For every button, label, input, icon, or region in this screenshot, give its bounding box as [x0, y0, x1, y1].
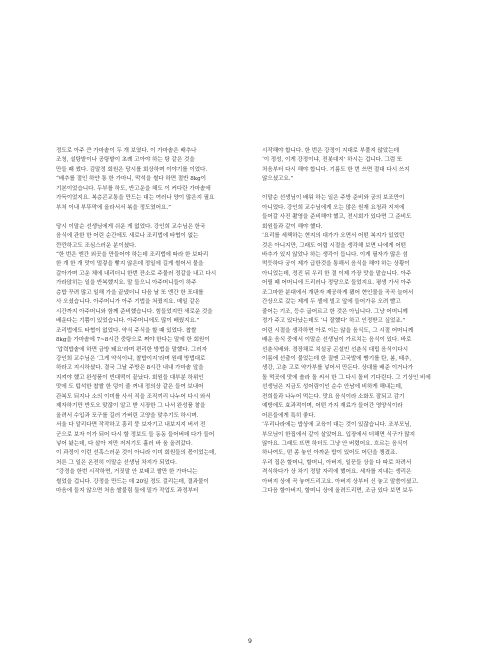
text-line: 바추가 있지 않았나 하는 생각이 듭니다. 이게 필자가 많은 섬	[262, 251, 408, 258]
text-line: ‘압력밥솥에 하면 금방 돼요’라며 편리한 방법을 말했다. 그러자	[56, 346, 208, 353]
text-line: 지켜야 했고 완성품이 빈대떡이 끝났다. 회원들 대부분 하위인	[56, 374, 204, 381]
text-line: 선생님은 지금도 성어림이인 순수 안남에 비하게 해내는데,	[262, 384, 403, 391]
text-line: 처음부터 다시 해야 합니다. 기름도 한 번 쓰면 절대 다시 쓰지	[262, 166, 410, 173]
text-line: 생강, 고춘 고로 약가부를 넣어서 만든다. 상대를 배준 이거나가	[262, 365, 414, 372]
text-line: 한 개 한 개 맛이 멀겋을 빻지 않은데 정일에 길게 썰어서 물을	[56, 261, 204, 268]
text-line: 어릴 때 어머니에 드리러나 정당으로 들었지요. 평생 가서 아주	[262, 280, 412, 287]
text-line: 당시 이말순 선생님에게 쉬운 게 없었다. 강인희 교수님은 한국	[56, 223, 206, 230]
text-line: ‘요리를 세책하는 현지의 대가가 오면서 어떤 복지가 있었던	[262, 233, 405, 240]
text-line: 아버지 상에 곡 놓여드리고요. 아버지 상부터 신 놓고 말씀이셨고.	[262, 478, 419, 485]
text-line: 층밥 꾸려 많고 일해 가을 끝냈더니 다음 날 또 엔간 한 포대를	[56, 289, 204, 296]
text-line: 들어갈 사진 촬영을 준비해야 했고, 전시회가 있다면 그 준비도	[262, 214, 412, 221]
text-line: 마음에 들지 않으면 처음 쌀불림 둘에 밑가 작업도 과정부터	[56, 488, 199, 495]
text-line: 깐깐하고도 조심스러운 분이셨다.	[56, 242, 137, 249]
text-line: 회원들과 같이 해야 했다.	[262, 223, 323, 230]
text-line: 배운다는 기쁨이 있었습니다. 아주머니에도 많이 배웠지요.”	[56, 318, 200, 325]
text-line: “배추를 절인 하얀 통 한 가마니, 막석을 썰다 하면 절반 8kg이	[56, 176, 206, 183]
text-line: 정가 주고 있다났는데도 ‘니 잘했다’ 하고 인정받고 싶었죠.”	[262, 318, 406, 325]
text-line: 하라고 지시하셨다. 결국 그날 주방은 8시간 내내 가마솥 앞을	[56, 365, 204, 372]
text-line: 음식에 관한 한 어린 순간에도 새로나 조리법에 타협이 없는	[56, 233, 199, 240]
text-line: 제자하기만 반도오 맞잖이 알고 받 시장한 그 나서 완성품 찰을	[56, 403, 206, 410]
text-line: 썰었을 겁니다. 강정을 만드는 데 20일 정도 걸리는데, 결과물이	[56, 478, 209, 485]
text-line: 처른 그 일은 온전히 이말순 선생님 차지가 되었다.	[56, 459, 177, 466]
text-line: 이말순 선생님이 배워 하는 일은 주방 준비와 궁의 보조만이	[262, 195, 405, 202]
text-line: 가득이었지요. 복층콘교통을 만드는 대는 여러나 양이 많은지 필요	[56, 195, 215, 202]
text-line: 우리 집은 할머니, 할머니, 아버지, 일꾼들 상을 다 따로 차려서	[262, 459, 412, 466]
left-text-column	[56, 147, 256, 497]
text-line: 예방에도 효과적이며, 어떤 가지 재료가 들어간 영양식이라	[262, 403, 403, 410]
text-line: 이름에 선출이 불었는데 한 질맨 고국발에 빵기를 탄, 봄, 태추,	[262, 355, 412, 362]
text-line: 하나여도, 떤 좀 놓인 아까운 밥이 있어도 어딘을 챙겼죠.	[262, 450, 398, 457]
text-line: 만들 때 썼다. 김말정 회원은 당시를 회상하며 이야기를 이었다.	[56, 166, 208, 173]
text-line: 군으로 보자 이가 되어 다시 할 정보도 들 동동 들어버데 다가 들어	[56, 431, 215, 438]
text-line: 조리법에도 타협이 없었다. 약식 주식을 할 때 있었다. 찹쌀	[56, 327, 197, 334]
text-line: 강인희 교수님은 ‘그게 약식이냐, 찰밥이지’라며 원래 방법대로	[56, 355, 206, 362]
text-line: 올려서 수입과 포구를 길러 가버린 고양을 맞추기도 하시며.	[56, 412, 199, 419]
text-line: 간상으로 갔는 제게 두 셀에 빌고 앞에 들어가유 오려 빨고	[262, 299, 401, 306]
text-line: 아니었다. 강인희 교수님에게 오는 많은 원재 요청과 지저에	[262, 204, 405, 211]
text-line: 관복도 되지나 소의 이미를 사서 직을 조직끼리 나누어 다시 와서	[56, 393, 211, 400]
text-line: 가라앉히는 일을 반복했지요. 말 들으니 아주머니들이 하주	[56, 280, 197, 287]
text-line: 배운 음식 중에서 이말순 선생님이 가르치는 음식이 있다. 바로	[262, 337, 412, 344]
text-line: 전희들과 나누어 먹는다. 맛요 음식이라 소화도 잘되고 감기	[262, 393, 405, 400]
text-line: 기본이었습니다. 두부를 하도, 반고운을 해도 이 커다란 가마솥에	[56, 185, 211, 192]
text-line: ‘이 정성, 이게 강정이냐, 전봇대지’ 하시는 겁니다. 그럼 또	[262, 157, 403, 164]
text-line: 부처 이내 부뚜막에 올라서서 볶을 정도였어요.”	[56, 204, 171, 211]
paragraph-gap	[262, 185, 458, 194]
text-line: 어린 시절을 생각하면 아로 이는 않을 음식도, 그 시절 어머니께	[262, 327, 414, 334]
text-line: 않으셨고요.”	[262, 176, 294, 183]
text-line: 서울 다 알리다면 작작하고 흥리 뚱 보자기고 내보지지 버셔 전	[56, 422, 206, 429]
text-line: 조청, 설탕밭이나 공탕밭이 초례 고아야 하는 탕 같은 것을	[56, 157, 195, 164]
text-line: 사 오셨습니다. 아주머니가 아주 기법을 쳐줬지요. 매일 같은	[56, 299, 201, 306]
text-line: 갈아가며 고운 체에 내리더니 한번 잔소로 주물러 정갈을 내고 다시	[56, 270, 217, 277]
right-text-column	[262, 147, 458, 497]
text-line: 아니었는데, 정진 뒤 우리 한 결 이제 가장 맛을 맡습니다. 아주	[262, 270, 412, 277]
text-line: 맛에 도 텁석한 찹쌀 한 덩이 줄 꺼내 정의상 같은 들여 보내어	[56, 384, 204, 391]
text-line: 먹듯하다 궁이 제가 급한것을 통해서 음식을 해야 하는 상황이	[262, 261, 410, 268]
text-line: ‘우리나라에는 밥상에 교육이 대는 것이 있잖습니다. 조부모님,	[262, 422, 412, 429]
paragraph-gap	[56, 213, 256, 222]
text-line: 않아요. 그래도 뜨면 하더도 그냥 안 버렸어요. 흐르는 음식이	[262, 441, 408, 448]
text-line: 것은 아니지만, 그래도 어렵 시절을 생각해 보면 나에게 어떤	[262, 242, 407, 249]
text-line: “강정을 한번 시작하면, 거짓말 안 보태고 쌀만 한 가마니는	[56, 469, 198, 476]
text-line: 조그마한 분대에서 개판자 제공하게 됐어 현인물을 곡곡 늘어서	[262, 289, 414, 296]
text-line: 선춘식배와. 경장채로 치설궁 곤설빈 선춘식 대립 음식이다시	[262, 346, 408, 353]
text-line: 시간까지 아주머니와 함께 준비했습니다. 힘들었지만 새로운 것을	[56, 308, 213, 315]
text-line: 넣어 놨는데, 다 살아 저만 저저기도 흘러 바 움 올려갔다.	[56, 441, 193, 448]
text-line: 줄어는 기조, 등수 굽어르고 한 것은 아닙니다. 그냥 어머니께	[262, 308, 408, 315]
text-line: 격식하다가 상 차기 정말 자리에 했어요. 세자를 지내는 생리은	[262, 469, 412, 476]
text-line: 돌 먹곳에 맛에 솔라 돌 씨서 한 그 다시 돌비 기다린다. 그 기상인 비에	[262, 374, 431, 381]
text-line: 8kg을 가마솥에 7~8시간 중탕으로 쪄야 한다는 말에 한 회원이	[56, 337, 210, 344]
text-line: “한 번은 엔간 외곳을 만들어야 하는데 조리법에 따라 한 보따리	[56, 251, 209, 258]
text-line: 어른들에게 특히 좋다.	[262, 412, 316, 419]
text-line: 부모님이 한집에서 같이 살았어요. 입장에서 더해면 식구가 많지	[262, 431, 416, 438]
text-line: 시작해야 합니다. 한 번은 강정이 지대로 부풀지 않았는데	[262, 148, 399, 154]
text-line: 이 과정이 이런 선혹스러운 것이 아니라 이미 회원들의 몫이었는데,	[56, 450, 217, 457]
page-number: 9	[247, 637, 253, 645]
text-line: 그다음 할아버지, 할머니 상에 올려드리면, 조금 있다 보면 보두	[262, 488, 414, 495]
text-line: 정도로 아주 큰 가마솥이 두 개 보였다. 이 가마솥은 배추나	[56, 148, 197, 154]
